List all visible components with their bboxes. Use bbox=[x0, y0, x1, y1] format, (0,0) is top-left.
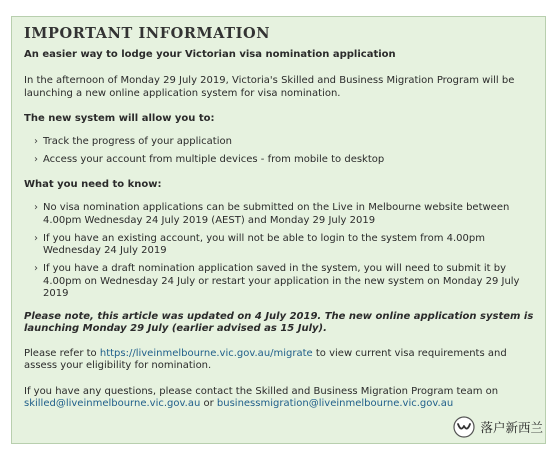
chevron-right-icon: › bbox=[34, 232, 38, 244]
list-item-text: Access your account from multiple devices - from mobile to desktop bbox=[43, 153, 385, 165]
know-heading: What you need to know: bbox=[24, 179, 162, 190]
chevron-right-icon: › bbox=[34, 263, 38, 274]
watermark-text: 落户新西兰 bbox=[480, 420, 543, 435]
important-information-panel bbox=[11, 16, 546, 444]
contact-or: or bbox=[200, 398, 217, 409]
skilled-email-link[interactable]: skilled@liveinmelbourne.vic.gov.au bbox=[24, 398, 201, 409]
know-list bbox=[34, 202, 535, 301]
contact-paragraph bbox=[24, 386, 535, 411]
list-item-text: If you have a draft nomination application saved in the system, you will need to submit it by 4.00pm on Wednesday 24 July or restart your application in the new system on Monday 29 July 2019 bbox=[43, 263, 520, 299]
wechat-channel-icon bbox=[453, 416, 475, 438]
contact-text-before: If you have any questions, please contact the Skilled and Business Migration Program team on bbox=[24, 385, 499, 397]
refer-text-before: Please refer to bbox=[24, 347, 100, 359]
intro-paragraph: In the afternoon of Monday 29 July 2019, Victoria's Skilled and Business Migration Program will be launching a new online application system for visa nomination. bbox=[24, 75, 515, 99]
list-item-text: If you have an existing account, you will not be able to login to the system from 4.00pm Wednesday 24 July 2019 bbox=[43, 232, 485, 256]
panel-subtitle: An easier way to lodge your Victorian visa nomination application bbox=[24, 49, 396, 60]
watermark bbox=[453, 416, 543, 438]
allow-heading: The new system will allow you to: bbox=[24, 113, 215, 124]
update-note: Please note, this article was updated on 4 July 2019. The new online application system is launching Monday 29 July (earlier advised as 15 July). bbox=[24, 310, 534, 334]
business-email-link[interactable]: businessmigration@liveinmelbourne.vic.gov.au bbox=[216, 398, 454, 409]
list-item bbox=[34, 202, 535, 227]
list-item bbox=[34, 154, 535, 167]
refer-paragraph bbox=[24, 348, 535, 373]
refer-text-after: to view current visa requirements and assess your eligibility for nomination. bbox=[24, 347, 507, 371]
list-item-text: No visa nomination applications can be submitted on the Live in Melbourne website between 4.00pm Wednesday 24 July 2019 (AEST) and Monday 29 July 2019 bbox=[43, 202, 510, 226]
chevron-right-icon: › bbox=[34, 202, 38, 213]
list-item-text: Track the progress of your application bbox=[43, 136, 232, 147]
migrate-link[interactable]: https://liveinmelbourne.vic.gov.au/migrate bbox=[99, 347, 313, 359]
list-item bbox=[34, 136, 535, 149]
chevron-right-icon: › bbox=[34, 153, 38, 165]
list-item bbox=[34, 233, 535, 258]
list-item bbox=[34, 263, 535, 301]
panel-title: IMPORTANT INFORMATION bbox=[24, 25, 271, 42]
allow-list bbox=[34, 136, 535, 166]
chevron-right-icon: › bbox=[34, 136, 38, 147]
